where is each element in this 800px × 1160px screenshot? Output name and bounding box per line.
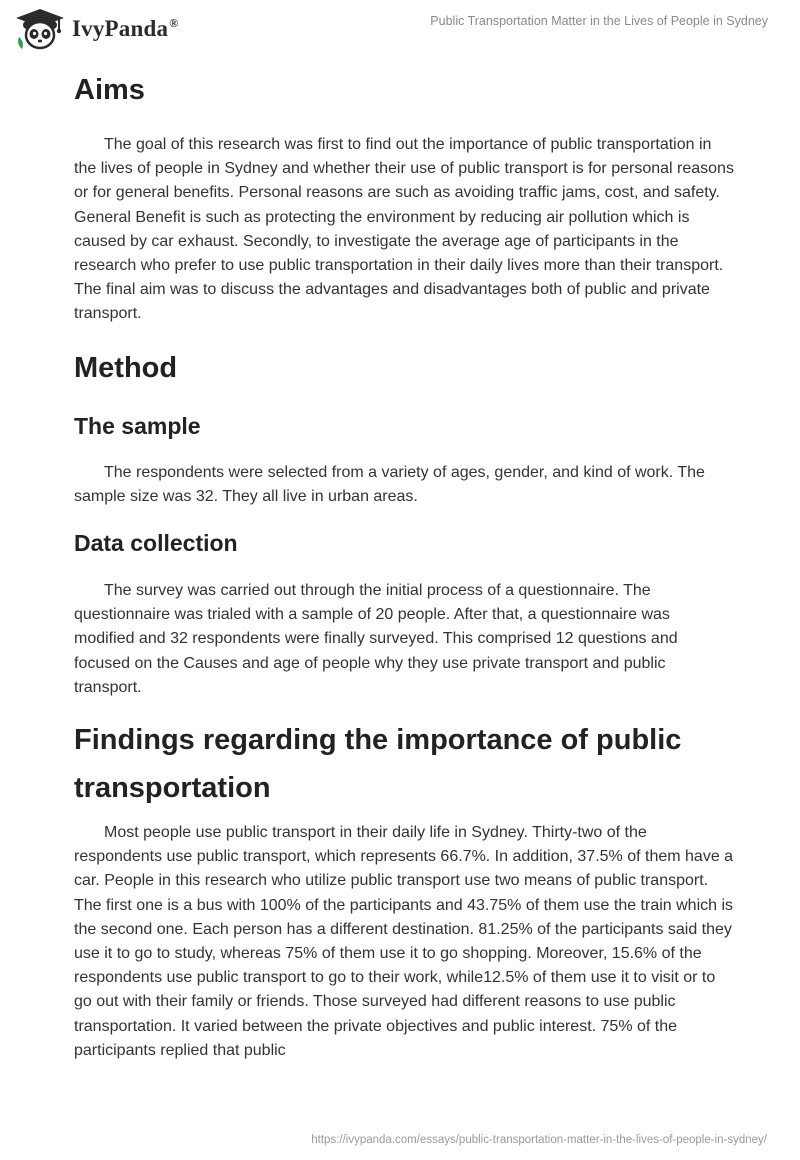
- heading-method: Method: [74, 352, 178, 384]
- heading-data-collection: Data collection: [74, 530, 238, 556]
- paragraph-aims: The goal of this research was first to find out the importance of public transportation in the lives of people in Sydney and whether their use of public transport is for personal reasons or for general benefits. Personal reasons are such as avoiding traffic jams, cost, and safety. General Benefit is such as protecting the environment by reducing air pollution which is caused by car exhaust. Secondly, to investigate the average age of participants in the research who prefer to use public transportation in their daily lives more than their transport. The final aim was to discuss the advantages and disadvantages both of public and private transport.: [74, 136, 734, 323]
- heading-the-sample: The sample: [74, 413, 201, 439]
- panda-graduate-icon: [14, 7, 66, 51]
- registered-mark: ®: [169, 16, 179, 30]
- paragraph-sample: The respondents were selected from a variety of ages, gender, and kind of work. The sample size was 32. They all live in urban areas.: [74, 464, 705, 506]
- heading-aims: Aims: [74, 74, 145, 106]
- page-header: [0, 0, 800, 62]
- brand-name: IvyPanda®: [72, 16, 179, 41]
- ivypanda-logo[interactable]: [14, 7, 178, 51]
- document-title: Public Transportation Matter in the Lives of People in Sydney: [430, 14, 768, 28]
- paragraph-findings: Most people use public transport in their daily life in Sydney. Thirty-two of the respondents use public transport, which represents 66.7%. In addition, 37.5% of them have a car. People in this research who utilize public transport use two means of public transport. The first one is a bus with 100% of the participants and 43.75% of them use the train which is the second one. Each person has a different destination. 81.25% of the participants said they use it to go to study, whereas 75% of them use it to go shopping. Moreover, 15.6% of the respondents use public transport to go to their work, while12.5% of them use it to visit or to go out with their family or friends. Those surveyed had different reasons to use public transportation. It varied between the private objectives and public interest. 75% of the participants replied that public: [74, 824, 734, 1059]
- footer-url[interactable]: https://ivypanda.com/essays/public-transportation-matter-in-the-lives-of-people-in-sydney/: [311, 1134, 767, 1146]
- paragraph-data-collection: The survey was carried out through the initial process of a questionnaire. The questionnaire was trialed with a sample of 20 people. After that, a questionnaire was modified and 32 respondents were finally surveyed. This comprised 12 questions and focused on the Causes and age of people why they use private transport and public transport.: [74, 582, 678, 696]
- heading-findings: Findings regarding the importance of public transportation: [74, 724, 682, 804]
